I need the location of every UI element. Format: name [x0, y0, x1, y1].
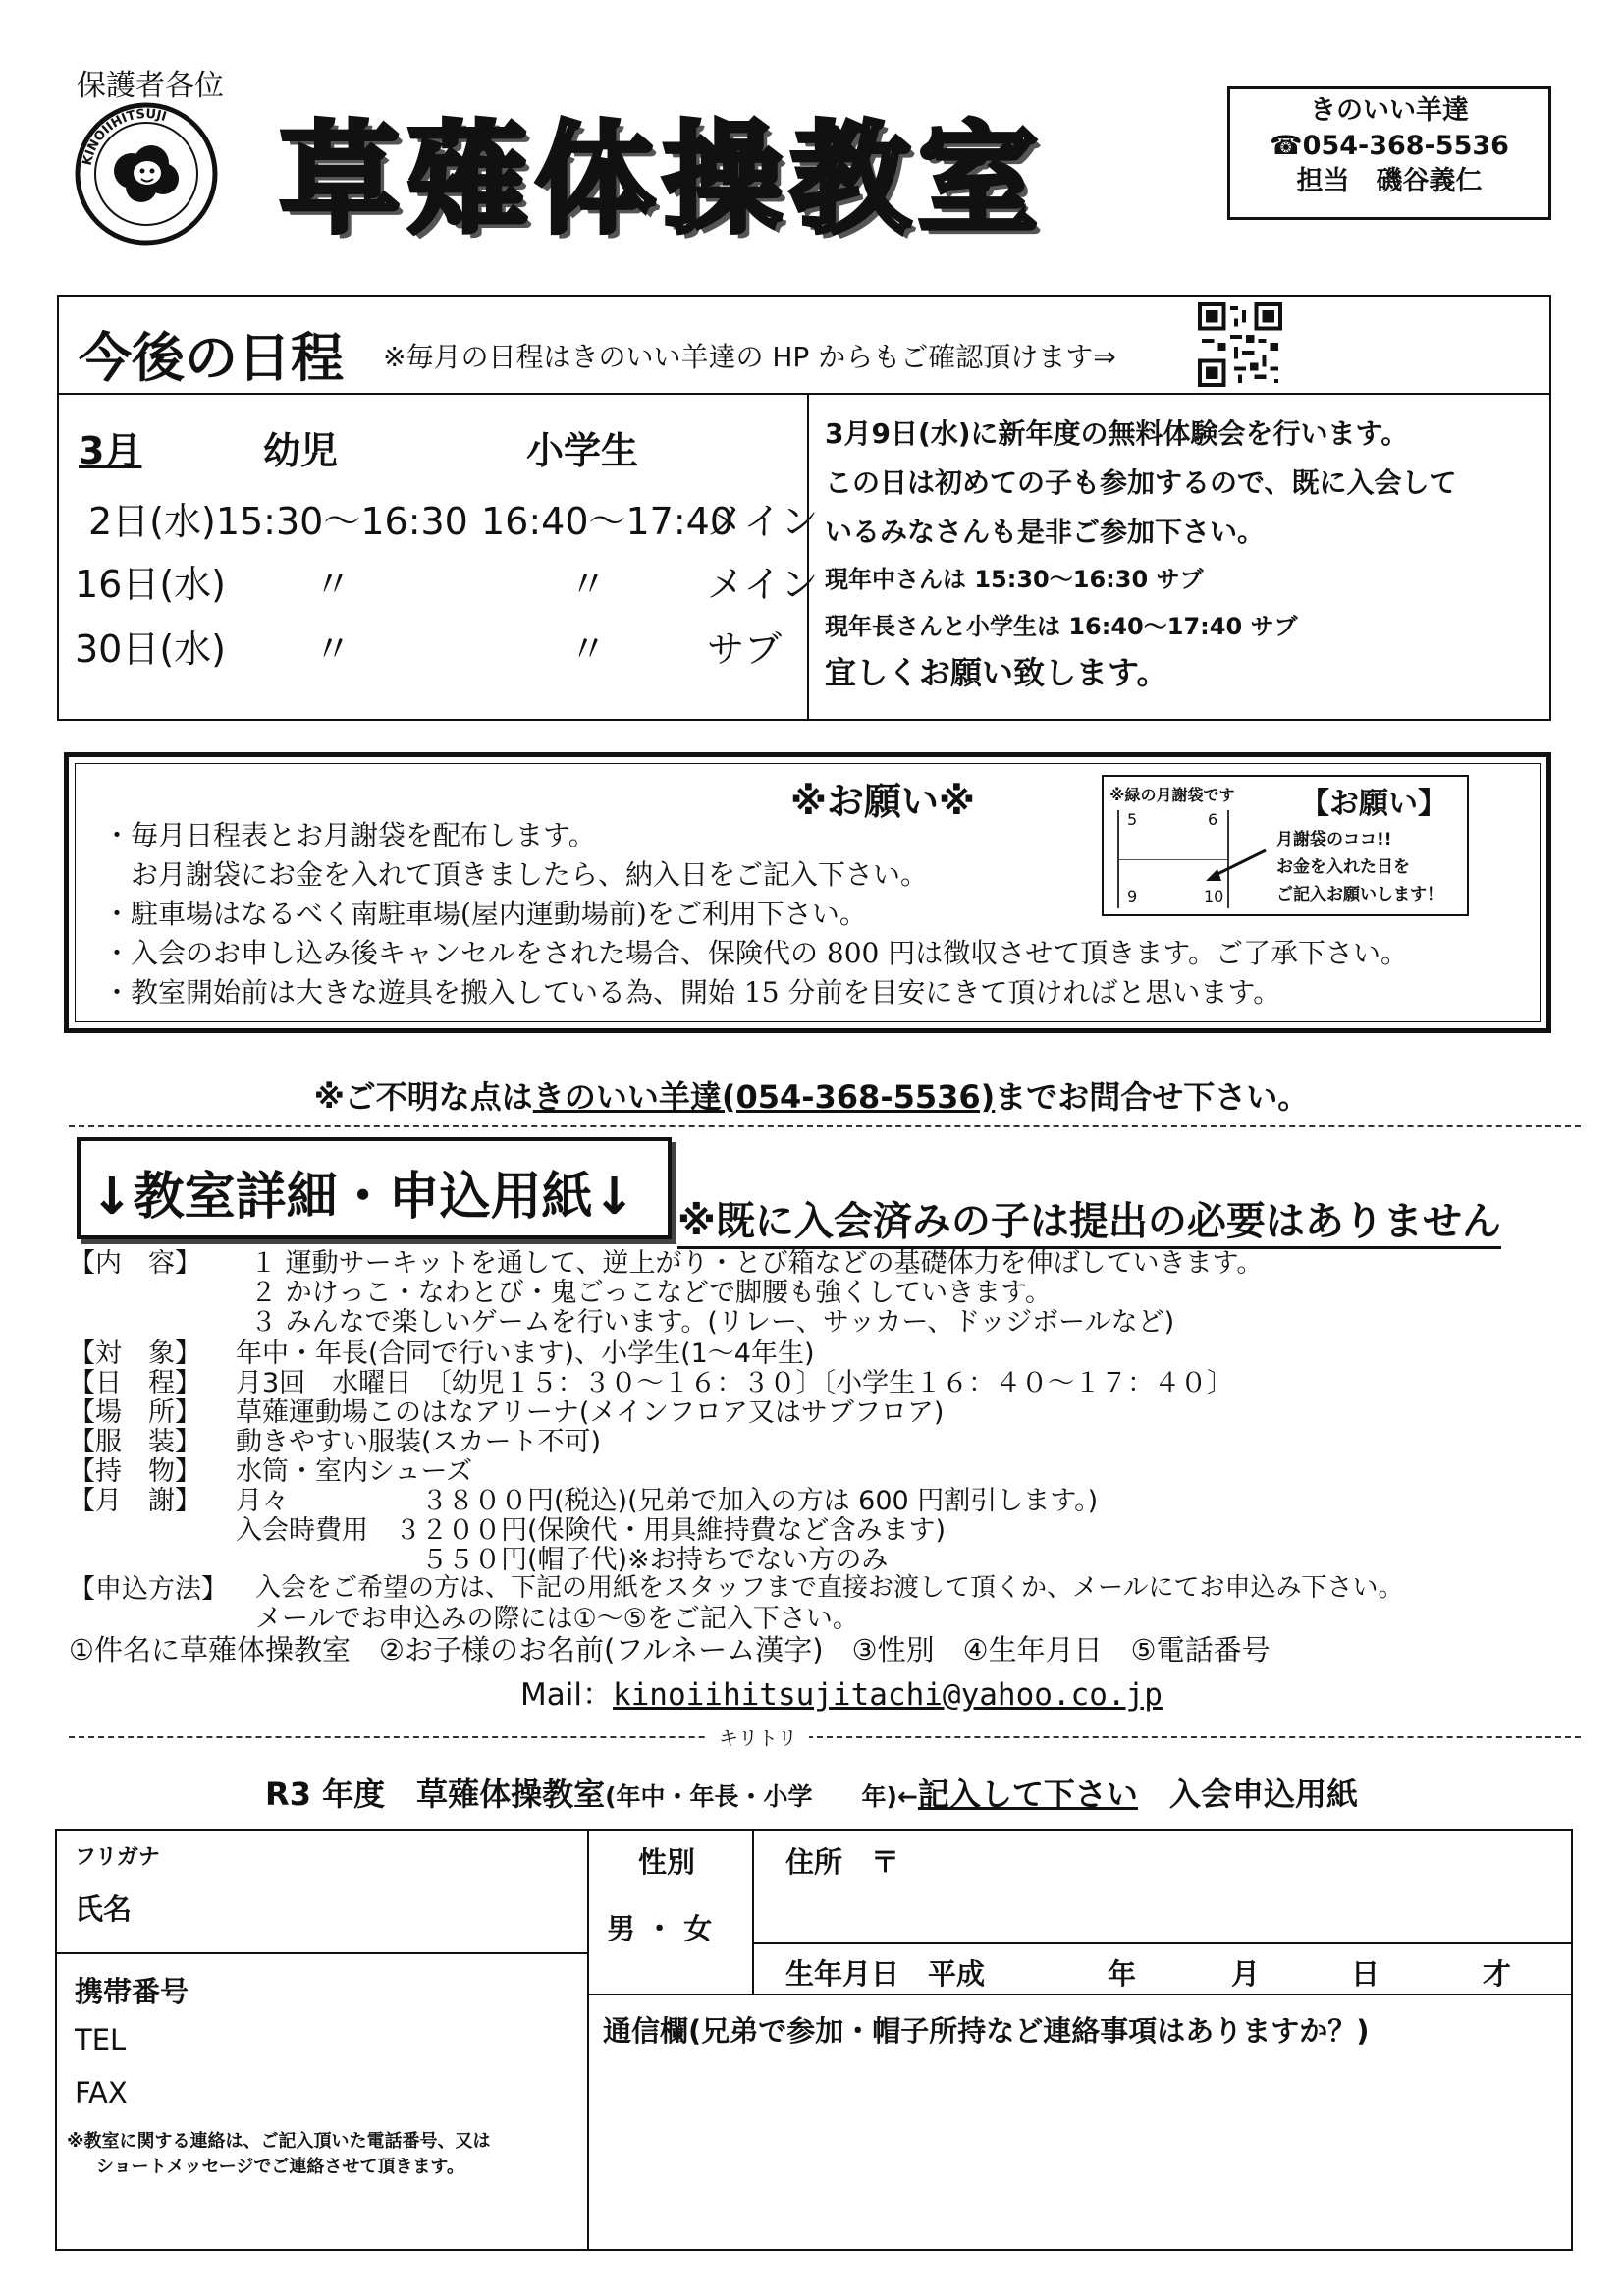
envelope-note — [1276, 826, 1443, 908]
calendar-num: 9 — [1127, 887, 1138, 905]
contact-note: ※教室に関する連絡は、ご記入頂いた電話番号、又は — [67, 2131, 491, 2152]
birthdate-label: 生年月日 平成 — [785, 1957, 986, 1991]
schedule-title: 今後の日程 — [79, 327, 344, 389]
schedule-row-elem: 16:40～17:40 — [481, 500, 734, 543]
details-text: 動きやすい服装(スカート不可) — [236, 1427, 602, 1457]
contact-person: 担当 磯谷義仁 — [1296, 166, 1483, 196]
birth-month-label: 月 — [1231, 1957, 1261, 1991]
name-label: 氏名 — [75, 1892, 133, 1926]
info-line: 現年中さんは 15:30～16:30 サブ — [825, 566, 1204, 593]
cut-line — [69, 1736, 1581, 1738]
mail-label: Mail： — [520, 1677, 613, 1713]
name-field[interactable] — [165, 1870, 577, 1948]
schedule-month: 3月 — [79, 429, 142, 472]
mobile-label: 携帯番号 — [75, 1975, 189, 2008]
details-text: ３ みんなで楽しいゲームを行います。(リレー、サッカー、ドッジボールなど) — [250, 1307, 1175, 1338]
inquiry-prefix: ※ご不明な点は — [313, 1078, 533, 1116]
sheep-logo-icon — [73, 100, 220, 247]
info-line: この日は初めての子も参加するので、既に入会して — [825, 466, 1457, 499]
info-line: 3月9日(水)に新年度の無料体験会を行います。 — [825, 417, 1409, 450]
schedule-row-ditto: 〃 — [569, 563, 608, 606]
mail-line — [520, 1669, 1163, 1714]
contact-box — [1227, 86, 1551, 220]
request-line: ・毎月日程表とお月謝袋を配布します。 — [103, 819, 596, 851]
request-title: ※お願い※ — [790, 780, 975, 823]
address-field[interactable] — [892, 1838, 1559, 1937]
schedule-col-elementary: 小学生 — [526, 429, 639, 472]
form-title-end: 入会申込用紙 — [1137, 1776, 1358, 1813]
cut-line-label: キリトリ — [707, 1722, 809, 1751]
details-label: 【持 物】 — [69, 1456, 201, 1487]
details-text: メールでお申込みの際には①～⑤をご記入下さい。 — [255, 1604, 859, 1634]
logo-text: KINOIIHITSUJI — [80, 106, 169, 167]
details-text: ５５０円(帽子代)※お持ちでない方のみ — [236, 1545, 889, 1575]
envelope-caption: ※緑の月謝袋です — [1109, 786, 1235, 804]
details-text: 月3回 水曜日 〔幼児１５：３０～１６：３０〕〔小学生１６：４０～１７：４０〕 — [236, 1368, 1234, 1398]
gender-options[interactable]: 男 ・ 女 — [607, 1912, 713, 1945]
schedule-row-ditto: 〃 — [314, 628, 352, 671]
form-title-main: R3 年度 草薙体操教室 — [265, 1776, 606, 1813]
details-text: 入会をご希望の方は、下記の用紙をスタッフまで直接お渡して頂くか、メールにてお申込み下さい。 — [255, 1573, 1404, 1603]
info-line: 現年長さんと小学生は 16:40～17:40 サブ — [825, 613, 1298, 640]
details-title: ↓教室詳細・申込用紙↓ — [90, 1168, 636, 1227]
envelope-note-line: 月謝袋のココ!! — [1276, 830, 1392, 849]
tel-label: TEL — [75, 2023, 127, 2056]
details-text: 年中・年長(合同で行います)、小学生(1～4年生) — [236, 1339, 815, 1369]
info-line: いるみなさんも是非ご参加下さい。 — [825, 516, 1266, 548]
address-label: 住所 〒 — [785, 1845, 900, 1879]
details-title-box — [77, 1137, 672, 1239]
request-line: ・駐車場はなるべく南駐車場(屋内運動場前)をご利用下さい。 — [103, 898, 867, 930]
org-phone: ☎054-368-5536 — [1270, 131, 1509, 161]
form-title-grade: (年中・年長・小学 年)← — [605, 1782, 918, 1811]
form-title — [0, 1770, 1623, 1815]
schedule-row-ditto: 〃 — [569, 628, 608, 671]
schedule-row-date: 30日(水) — [75, 628, 227, 671]
arrow-icon — [1202, 846, 1271, 885]
calendar-num: 10 — [1204, 887, 1224, 905]
inquiry-contact-link[interactable]: きのいい羊達(054-368-5536) — [532, 1078, 996, 1116]
details-text: １ 運動サーキットを通して、逆上がり・とび箱などの基礎体力を伸ばしていきます。 — [250, 1248, 1264, 1279]
mail-link[interactable]: kinoiihitsujitachi@yahoo.co.jp — [612, 1677, 1163, 1713]
schedule-row-date: 2日(水)15:30～16:30 — [88, 500, 468, 543]
info-line: 宜しくお願い致します。 — [825, 654, 1168, 691]
request-line: ・入会のお申し込み後キャンセルをされた場合、保険代の 800 円は徴収させて頂きます。ご了承下さい。 — [103, 937, 1409, 969]
schedule-row-date: 16日(水) — [75, 563, 227, 606]
envelope-note-line: お金を入れた日を — [1276, 857, 1410, 877]
envelope-illustration — [1102, 775, 1469, 916]
schedule-row-floor: メイン — [707, 563, 819, 606]
schedule-row-floor: サブ — [707, 628, 783, 671]
qr-code-icon[interactable] — [1198, 302, 1282, 387]
details-text: 入会時費用 ３２００円(保険代・用具維持費など含みます) — [236, 1515, 947, 1546]
inquiry-line — [0, 1072, 1623, 1118]
birth-day-label: 日 — [1351, 1957, 1380, 1991]
schedule-row-floor: メイン — [707, 500, 819, 543]
schedule-col-infant: 幼児 — [263, 429, 339, 472]
details-text: 草薙運動場このはなアリーナ(メインフロア又はサブフロア) — [236, 1397, 945, 1428]
divider-dashed — [69, 1125, 1581, 1127]
birth-year-label: 年 — [1108, 1957, 1137, 1991]
details-label: 【申込方法】 — [69, 1574, 228, 1605]
fax-field[interactable] — [165, 2070, 577, 2113]
form-title-instruction: 記入して下さい — [917, 1776, 1138, 1813]
furigana-label: フリガナ — [75, 1845, 160, 1870]
tel-field[interactable] — [165, 2017, 577, 2060]
inquiry-suffix: までお問合せ下さい。 — [995, 1078, 1310, 1116]
request-line: ・教室開始前は大きな遊具を搬入している為、開始 15 分前を目安にきて頂ければと思います。 — [103, 976, 1281, 1009]
schedule-section — [57, 295, 1551, 721]
memo-label: 通信欄(兄弟で参加・帽子所持など連絡事項はありますか？) — [603, 2014, 1370, 2048]
schedule-header — [59, 297, 1549, 395]
details-text: 水筒・室内シューズ — [236, 1456, 473, 1487]
application-form — [55, 1829, 1573, 2251]
details-text: 月々 ３８００円(税込)(兄弟で加入の方は 600 円割引します。) — [236, 1486, 1099, 1516]
details-label: 【日 程】 — [69, 1368, 201, 1398]
request-section — [64, 752, 1551, 1033]
addressee: 保護者各位 — [77, 69, 224, 103]
contact-note: ショートメッセージでご連絡させて頂きます。 — [96, 2157, 464, 2177]
details-label: 【月 謝】 — [69, 1486, 201, 1516]
request-line: お月謝袋にお金を入れて頂きましたら、納入日をご記入下さい。 — [103, 858, 929, 891]
schedule-row-ditto: 〃 — [314, 563, 352, 606]
details-note: ※既に入会済みの子は提出の必要はありません — [677, 1190, 1501, 1249]
envelope-note-line: ご記入お願いします！ — [1276, 885, 1443, 904]
page-title: 草薙体操教室 — [280, 110, 1046, 249]
age-label: 才 — [1483, 1957, 1512, 1991]
details-items: ①件名に草薙体操教室 ②お子様のお名前(フルネーム漢字) ③性別 ④生年月日 ⑤電話番号 — [69, 1633, 1271, 1667]
details-label: 【内 容】 — [69, 1248, 201, 1279]
details-label: 【場 所】 — [69, 1397, 201, 1428]
calendar-num: 5 — [1127, 810, 1138, 829]
schedule-hp-note: ※毎月の日程はきのいい羊達の HP からもご確認頂けます⇒ — [383, 341, 1116, 373]
details-label: 【服 装】 — [69, 1427, 201, 1457]
org-name: きのいい羊達 — [1310, 95, 1469, 126]
calendar-num: 6 — [1208, 810, 1218, 829]
fax-label: FAX — [75, 2076, 128, 2109]
memo-field[interactable] — [603, 2052, 1555, 2239]
envelope-title: 【お願い】 — [1300, 787, 1447, 821]
gender-label: 性別 — [638, 1845, 696, 1879]
details-text: ２ かけっこ・なわとび・鬼ごっこなどで脚腰も強くしていきます。 — [250, 1278, 1052, 1308]
details-label: 【対 象】 — [69, 1339, 201, 1369]
